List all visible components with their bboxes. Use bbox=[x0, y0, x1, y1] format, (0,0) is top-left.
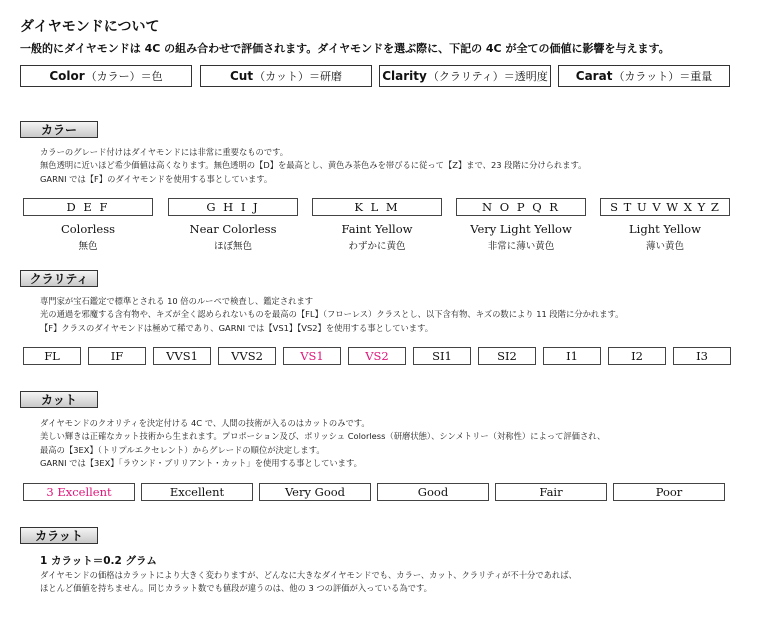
clarity-grade-box: FL bbox=[23, 347, 81, 365]
clarity-grade-box: SI2 bbox=[478, 347, 536, 365]
color-grade-jp: 無色 bbox=[78, 241, 98, 252]
section-heading-color: カラー bbox=[20, 121, 98, 138]
color-grade-box: D E F bbox=[23, 198, 153, 216]
clarity-grade-box: IF bbox=[88, 347, 146, 365]
color-grade-name: Near Colorless bbox=[189, 222, 277, 236]
cut-line: 最高の【3EX】（トリプルエクセレント）からグレードの順位が決定します。 bbox=[40, 444, 325, 455]
color-grade-box: K L M bbox=[312, 198, 442, 216]
color-grade-name: Very Light Yellow bbox=[470, 222, 572, 236]
section-heading-clarity: クラリティ bbox=[20, 270, 98, 287]
cut-grade-box: Poor bbox=[613, 483, 725, 501]
four-c-color-en: Color bbox=[49, 69, 85, 83]
four-c-cut-en: Cut bbox=[230, 69, 254, 83]
carat-definition: 1 カラット＝0.2 グラム bbox=[40, 555, 157, 567]
color-line: GARNI では【F】のダイヤモンドを使用する事としています。 bbox=[40, 173, 273, 184]
color-grade-box: G H I J bbox=[168, 198, 298, 216]
four-c-cut-jp: （カット）＝研磨 bbox=[254, 70, 342, 83]
page-title: ダイヤモンドについて bbox=[20, 19, 160, 35]
cut-line: ダイヤモンドのクオリティを決定付ける 4C で、人間の技術が入るのはカットのみです。 bbox=[40, 418, 370, 428]
carat-line: ほとんど価値を持ちません。同じカラット数でも値段が違うのは、他の 3 つの評価が入っている為です。 bbox=[40, 583, 432, 594]
cut-grade-box: Very Good bbox=[259, 483, 371, 501]
intro-text: 一般的にダイヤモンドは 4C の組み合わせで評価されます。ダイヤモンドを選ぶ際に、下記の 4C が全ての価値に影響を与えます。 bbox=[20, 42, 670, 55]
cut-description bbox=[40, 417, 605, 470]
color-grade-jp: 薄い黄色 bbox=[645, 241, 684, 252]
color-grade-box: N O P Q R bbox=[456, 198, 586, 216]
cut-grade-box: Good bbox=[377, 483, 489, 501]
clarity-grade-box: VS2 bbox=[348, 347, 406, 365]
cut-line: 美しい輝きは正確なカット技術から生まれます。プロポーション及び、ポリッシュ Colorless（研磨状態）、シンメトリー（対称性）によって評価され、 bbox=[40, 431, 606, 442]
clarity-grade-box: I3 bbox=[673, 347, 731, 365]
four-c-color-box bbox=[20, 65, 192, 87]
four-c-clarity-en: Clarity bbox=[382, 69, 427, 83]
four-c-color-jp: （カラー）＝色 bbox=[85, 70, 163, 83]
color-grade-jp: 非常に薄い黄色 bbox=[487, 241, 555, 252]
four-c-clarity-jp: （クラリティ）＝透明度 bbox=[427, 70, 548, 83]
cut-grade-box: Excellent bbox=[141, 483, 253, 501]
color-grade-jp: ほぼ無色 bbox=[213, 241, 252, 252]
cut-grade-box: Fair bbox=[495, 483, 607, 501]
clarity-grade-box: VS1 bbox=[283, 347, 341, 365]
clarity-line: 光の通過を邪魔する含有物や、キズが全く認められないものを最高の【FL】（フローレス）クラスとし、以下含有物、キズの数により 11 段階に分かれます。 bbox=[40, 309, 624, 320]
four-c-carat-en: Carat bbox=[575, 69, 613, 83]
section-heading-carat: カラット bbox=[20, 527, 98, 544]
clarity-grade-box: I2 bbox=[608, 347, 666, 365]
clarity-grade-box: VVS2 bbox=[218, 347, 276, 365]
color-description bbox=[40, 146, 586, 186]
color-grade-name: Faint Yellow bbox=[341, 222, 413, 236]
four-c-carat-box bbox=[558, 65, 730, 87]
four-c-cut-box bbox=[200, 65, 372, 87]
clarity-description bbox=[40, 295, 623, 335]
clarity-grade-box: SI1 bbox=[413, 347, 471, 365]
section-heading-cut: カット bbox=[20, 391, 98, 408]
clarity-line: 専門家が宝石鑑定で標準とされる 10 倍のルーペで検査し、鑑定されます bbox=[40, 296, 314, 306]
cut-grade-box: 3 Excellent bbox=[23, 483, 135, 501]
color-line: カラーのグレード付けはダイヤモンドには非常に重要なものです。 bbox=[40, 147, 289, 157]
color-grade-jp: わずかに黄色 bbox=[348, 241, 406, 252]
cut-grade-row bbox=[23, 483, 725, 501]
clarity-grade-row bbox=[23, 347, 731, 365]
carat-line: ダイヤモンドの価格はカラットにより大きく変わりますが、どんなに大きなダイヤモンドでも、カラー、カット、クラリティが不十分であれば、 bbox=[40, 570, 577, 580]
color-grade-box: S T U V W X Y Z bbox=[600, 198, 730, 216]
carat-description bbox=[40, 569, 577, 596]
four-c-clarity-box bbox=[379, 65, 551, 87]
clarity-grade-box: VVS1 bbox=[153, 347, 211, 365]
clarity-line: 【F】クラスのダイヤモンドは極めて稀であり、GARNI では【VS1】【VS2】を使用する事としています。 bbox=[40, 322, 434, 333]
four-c-carat-jp: （カラット）＝重量 bbox=[613, 70, 713, 83]
color-line: 無色透明に近いほど希少価値は高くなります。無色透明の【D】を最高とし、黄色み茶色みを帯びるに従って【Z】まで、23 段階に分けられます。 bbox=[40, 160, 587, 171]
color-grade-name: Colorless bbox=[60, 222, 116, 236]
color-grade-name: Light Yellow bbox=[629, 222, 701, 236]
cut-line: GARNI では【3EX】「ラウンド・ブリリアント・カット」を使用する事としています。 bbox=[40, 457, 362, 468]
clarity-grade-box: I1 bbox=[543, 347, 601, 365]
